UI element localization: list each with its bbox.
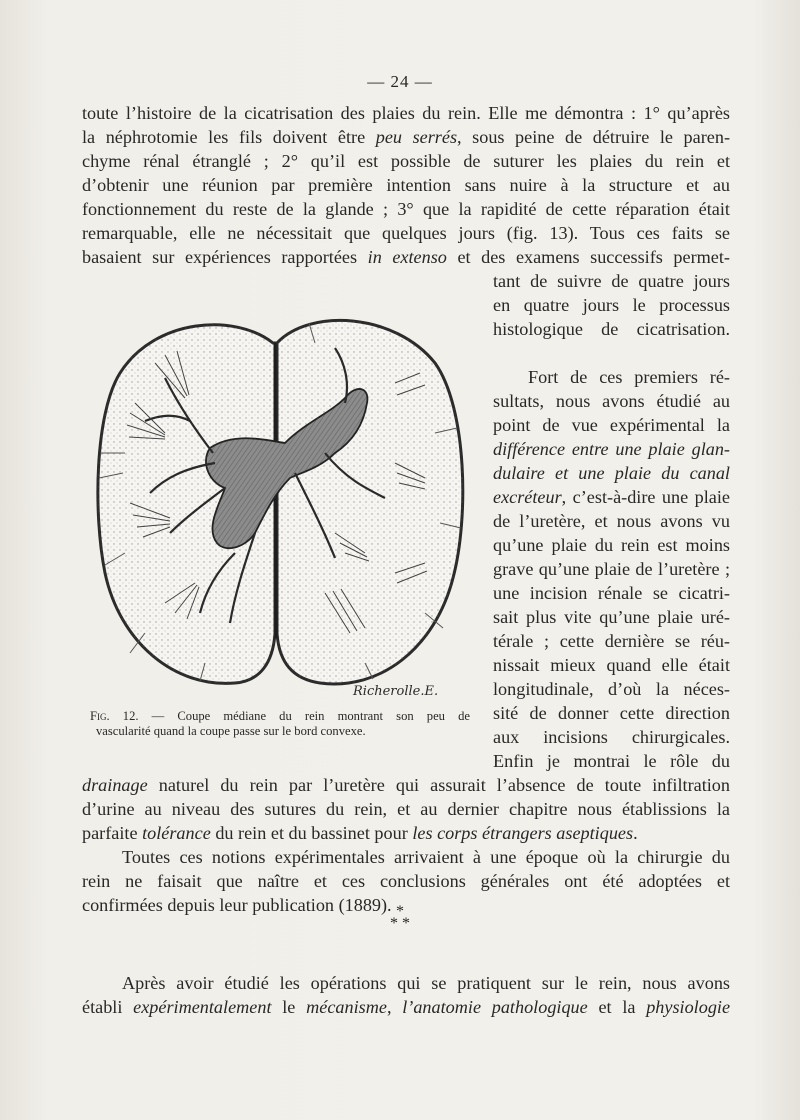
- caption-text: vascularité quand la coupe passe sur le bord convexe.: [96, 724, 366, 738]
- text-line: drainage naturel du rein par l’uretère qui assurait l’absence de toute infiltration: [82, 775, 730, 795]
- text-line: basaient sur expériences rapportées in extenso et des examens successifs permet-: [82, 247, 730, 267]
- text-line: dulaire et une plaie du canal: [493, 463, 730, 483]
- text-line: térale ; cette dernière se réu-: [493, 631, 730, 651]
- text-line: aux incisions chirurgicales.: [493, 727, 730, 747]
- text-line: une incision rénale se cicatri-: [493, 583, 730, 603]
- text-line: longitudinale, d’où la néces-: [493, 679, 730, 699]
- text-line: confirmées depuis leur publication (1889).: [82, 895, 392, 915]
- text-line: établi expérimentalement le mécanisme, l’anatomie pathologique et la physiologie: [82, 997, 731, 1017]
- text-line: point de vue expérimental la: [493, 415, 730, 435]
- text-line: tant de suivre de quatre jours: [493, 271, 730, 291]
- text-line: remarquable, elle ne nécessitait que quelques jours (fig. 13). Tous ces faits se: [82, 223, 730, 243]
- figure-caption: [90, 709, 470, 739]
- text-line: d’urine au niveau des sutures du rein, et au dernier chapitre nous établissions la: [82, 799, 730, 819]
- kidney-illustration: [95, 303, 467, 703]
- text-line: parfaite tolérance du rein et du bassinet pour les corps étrangers aseptiques.: [82, 823, 638, 843]
- text-line: Fort de ces premiers ré-: [528, 367, 730, 387]
- text-line: nissait mieux quand elle était: [493, 655, 730, 675]
- page-number: — 24 —: [367, 72, 433, 91]
- caption-label: Fig. 12.: [90, 709, 139, 723]
- text-line: excréteur, c’est-à-dire une plaie: [493, 487, 730, 507]
- text-line: histologique de cicatrisation.: [493, 319, 730, 339]
- text-line: sultats, nous avons étudié au: [493, 391, 730, 411]
- text-line: rein ne faisait que naître et ces conclusions générales ont été adoptées et: [82, 871, 730, 891]
- kidney-section-drawing: [95, 303, 467, 703]
- section-separator: * * *: [390, 903, 410, 932]
- text-line: Toutes ces notions expérimentales arrivaient à une époque où la chirurgie du: [122, 847, 730, 867]
- text-line: d’obtenir une réunion par première intention sans nuire à la structure et au: [82, 175, 730, 195]
- text-line: sité de donner cette direction: [493, 703, 730, 723]
- text-line: qu’une plaie du rein est moins: [493, 535, 730, 555]
- text-line: différence entre une plaie glan-: [493, 439, 730, 459]
- text-line: fonctionnement du reste de la glande ; 3° que la rapidité de cette réparation était: [82, 199, 730, 219]
- text-line: de l’uretère, et nous avons vu: [493, 511, 730, 531]
- text-line: la néphrotomie les fils doivent être peu serrés, sous peine de détruire le paren-: [82, 127, 731, 147]
- text-line: grave qu’une plaie de l’uretère ;: [493, 559, 730, 579]
- text-line: Enfin je montrai le rôle du: [493, 751, 730, 771]
- caption-text: — Coupe médiane du rein montrant son peu de: [138, 709, 470, 723]
- text-line: en quatre jours le processus: [493, 295, 730, 315]
- text-line: Après avoir étudié les opérations qui se pratiquent sur le rein, nous avons: [122, 973, 730, 993]
- artist-signature: Richerolle.E.: [353, 684, 439, 699]
- text-line: sait plus vite qu’une plaie uré-: [493, 607, 730, 627]
- text-line: chyme rénal étranglé ; 2° qu’il est possible de suturer les plaies du rein et: [82, 151, 730, 171]
- text-line: toute l’histoire de la cicatrisation des plaies du rein. Elle me démontra : 1° qu’après: [82, 103, 730, 123]
